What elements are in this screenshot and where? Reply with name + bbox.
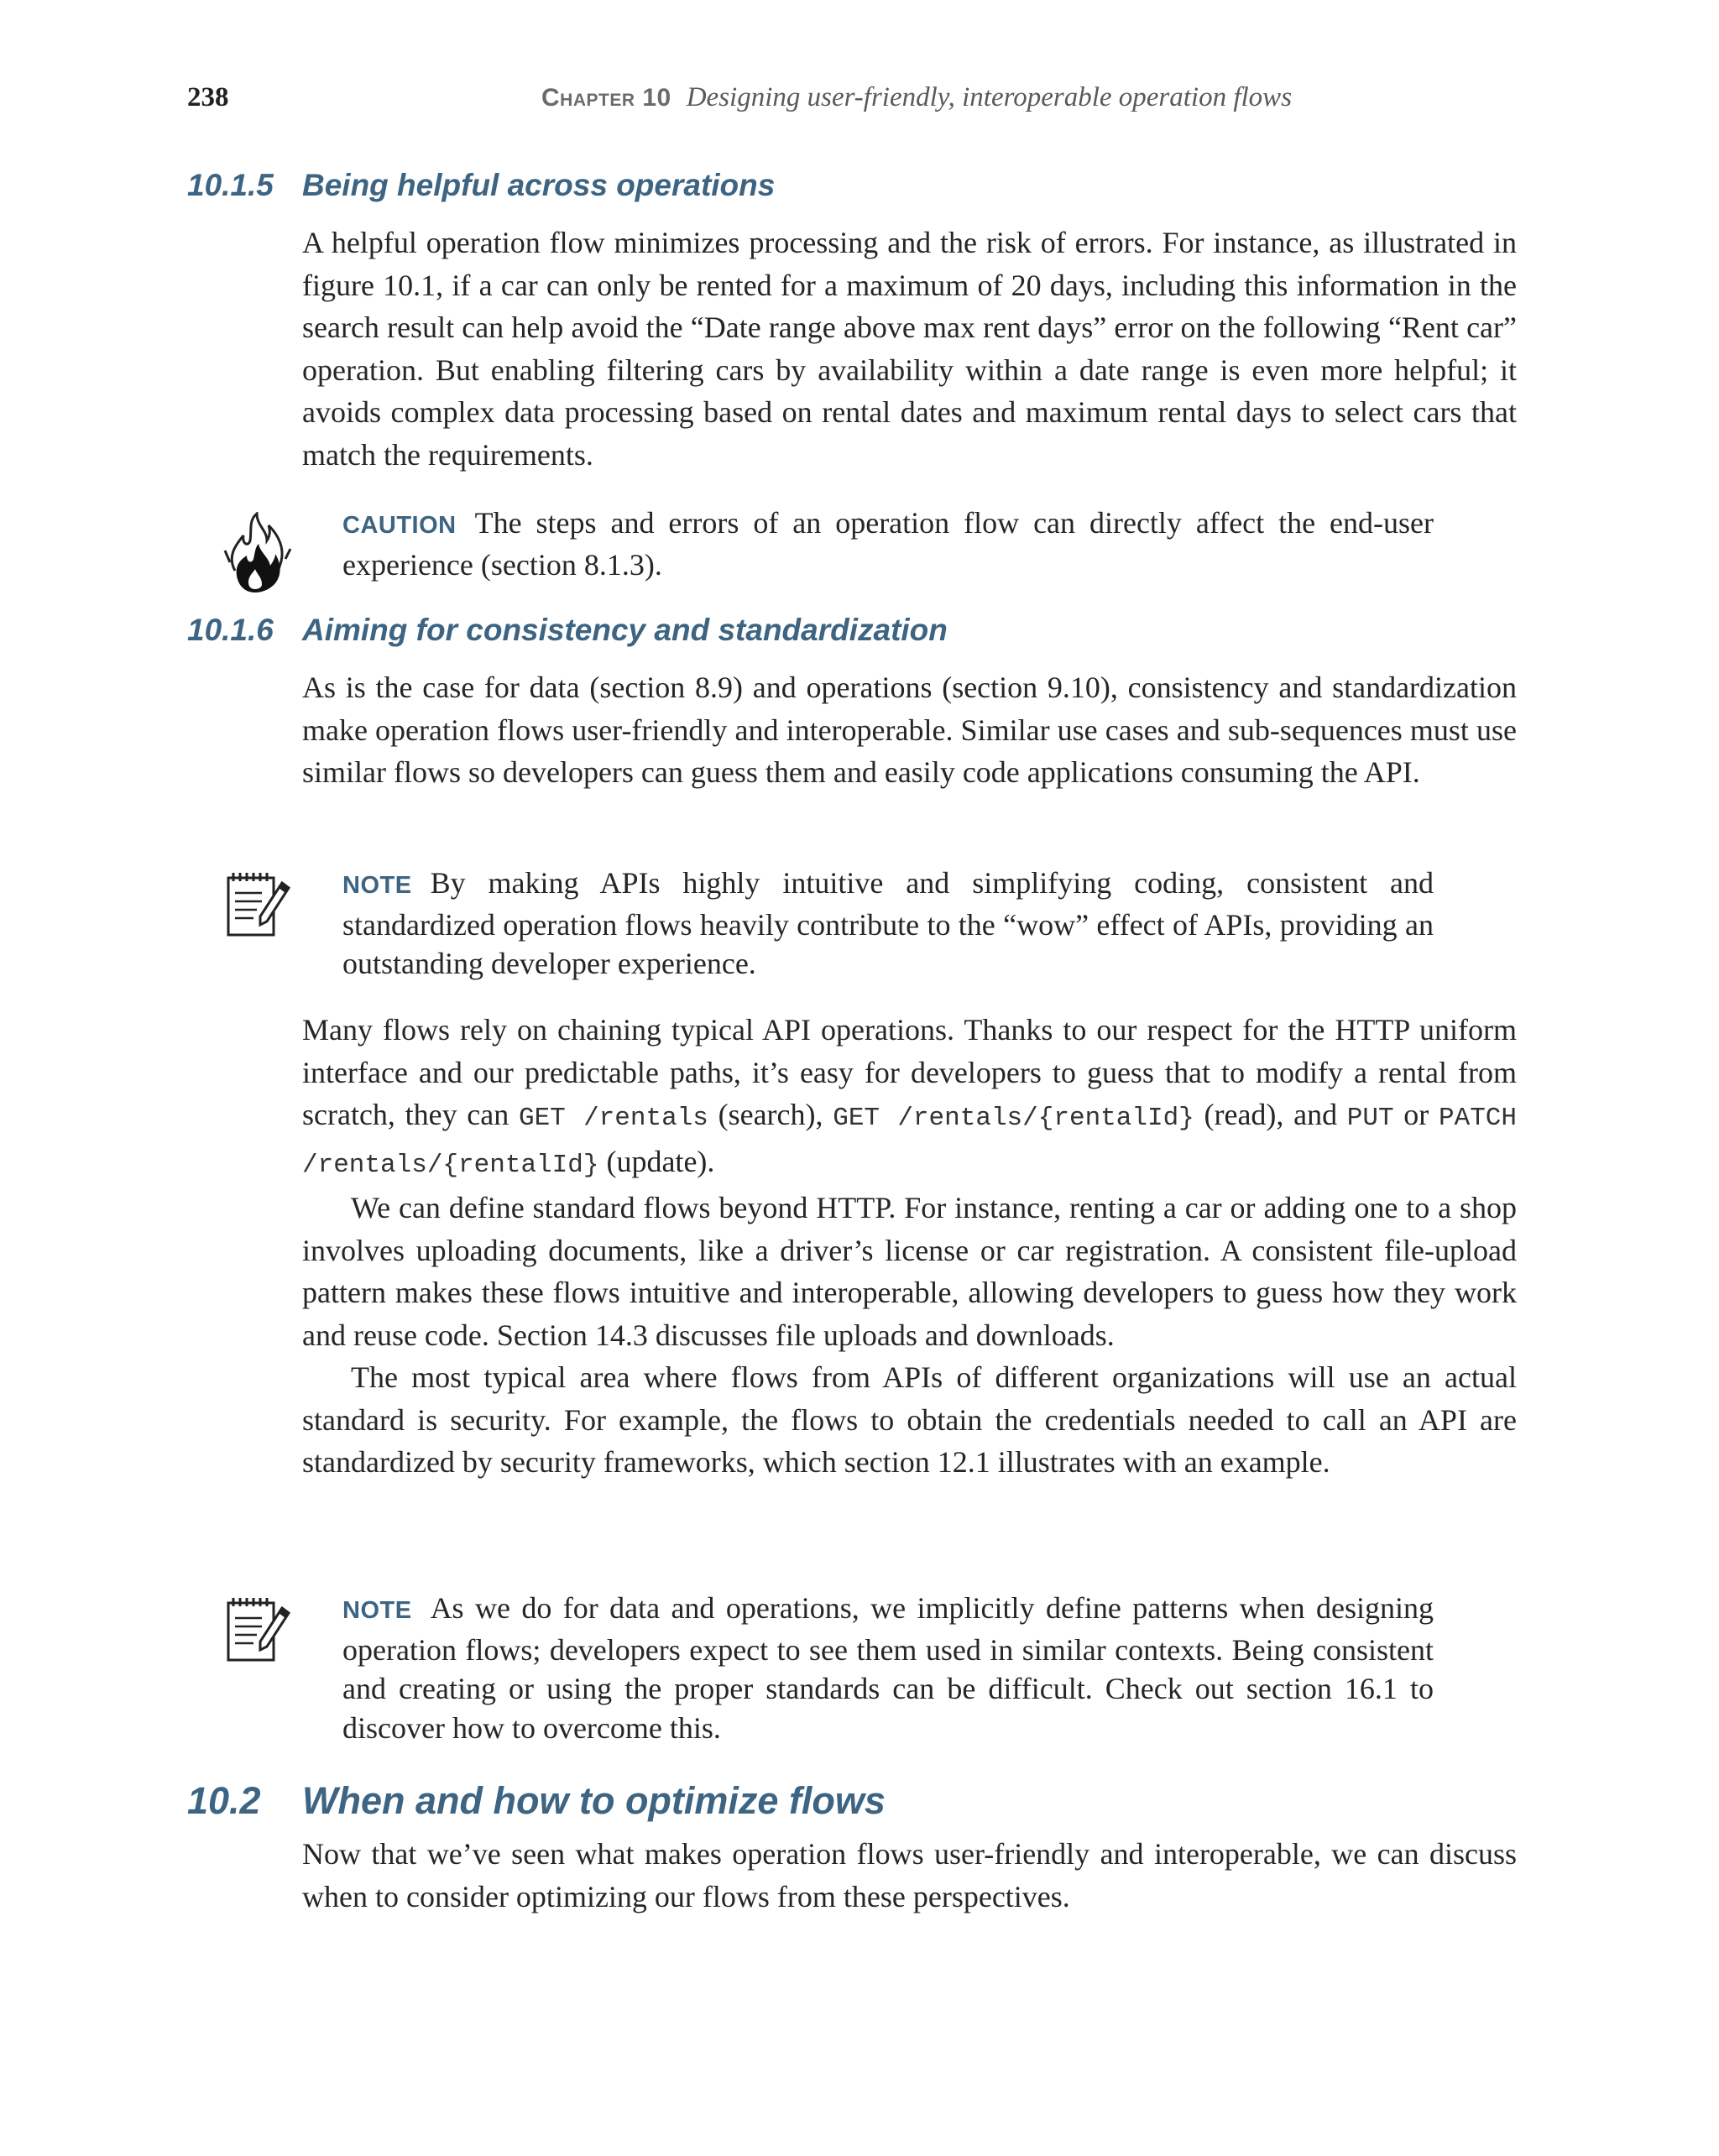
text-run: (read), and: [1194, 1098, 1347, 1131]
section-heading-10-1-6: [187, 613, 948, 648]
caution-flame-icon: [223, 512, 292, 596]
note-notepad-icon: [223, 1595, 292, 1678]
text-run: Many flows rely on chaining typical API operations. Thanks to our respect for the HTTP uniform interface and our predictable paths, it’s easy for developers to guess that to modify a rental from scratch, they can: [302, 1013, 1517, 1131]
paragraph-chaining: [302, 1009, 1517, 1187]
section-number: 10.1.5: [187, 168, 274, 202]
code-put: PUT: [1346, 1104, 1394, 1133]
paragraph-flows: [302, 1009, 1517, 1484]
note-text: By making APIs highly intuitive and simplifying coding, consistent and standardized operation flows heavily contribute to the “wow” effect of APIs, providing an outstanding developer experience.: [342, 866, 1434, 980]
section-number: 10.2: [187, 1779, 261, 1822]
note-callout-1: [342, 864, 1434, 984]
paragraph-consistency: [302, 666, 1517, 794]
note-notepad-icon: [223, 869, 292, 953]
paragraph-text: As is the case for data (section 8.9) and operations (section 9.10), consistency and standardization make operation flows user-friendly and interoperable. Similar use cases and sub-sequences must use similar flows so developers can guess them and easily code applications consuming the API.: [302, 671, 1517, 789]
section-heading-10-2: [187, 1779, 886, 1823]
chapter-label: Chapter 10: [541, 84, 671, 112]
paragraph-text: A helpful operation flow minimizes processing and the risk of errors. For instance, as illustrated in figure 10.1, if a car can only be rented for a maximum of 20 days, including this information in the search result can help avoid the “Date range above max rent days” error on the following “Rent car” operation. But enabling filtering cars by availability within a date range is even more helpful; it avoids complex data processing based on rental dates and maximum rental days to select cars that match the requirements.: [302, 226, 1517, 472]
caution-text: The steps and errors of an operation flow can directly affect the end-user experience (section 8.1.3).: [342, 506, 1434, 582]
caution-label: CAUTION: [342, 512, 457, 539]
paragraph-standard-flows: We can define standard flows beyond HTTP. For instance, renting a car or adding one to a shop involves uploading documents, like a driver’s license or car registration. A consistent file-upload pattern makes these flows intuitive and interoperable, allowing developers to guess how they work and reuse code. Section 14.3 discusses file uploads and downloads.: [302, 1191, 1517, 1352]
text-run: or: [1393, 1098, 1439, 1131]
paragraph-optimize: [302, 1833, 1517, 1918]
code-get-rental: GET /rentals/{rentalId}: [833, 1104, 1194, 1133]
paragraph-helpful-flow: [302, 222, 1517, 476]
caution-callout: [342, 504, 1434, 584]
section-title: When and how to optimize flows: [302, 1779, 886, 1822]
section-heading-10-1-5: [187, 168, 775, 203]
section-number: 10.1.6: [187, 613, 274, 647]
note-callout-2: [342, 1589, 1434, 1747]
text-run: (search),: [708, 1098, 833, 1131]
note-label: NOTE: [342, 872, 412, 899]
chapter-title: Designing user-friendly, interoperable operation flows: [686, 82, 1293, 112]
section-title: Being helpful across operations: [302, 168, 776, 202]
code-get-rentals: GET /rentals: [518, 1104, 708, 1133]
paragraph-text: Now that we’ve seen what makes operation flows user-friendly and interoperable, we can discuss when to consider optimizing our flows from these perspectives.: [302, 1837, 1517, 1913]
running-title: [541, 82, 1292, 113]
page-number: 238: [187, 82, 229, 112]
running-header: [0, 82, 1719, 124]
paragraph-security: The most typical area where flows from APIs of different organizations will use an actual standard is security. For example, the flows to obtain the credentials needed to call an API are standardized by security frameworks, which section 12.1 illustrates with an example.: [302, 1360, 1517, 1479]
code-patch-rental: PATCH /rentals/{rentalId}: [302, 1104, 1518, 1180]
section-title: Aiming for consistency and standardization: [302, 613, 948, 647]
text-run: (update).: [598, 1144, 715, 1178]
note-text: As we do for data and operations, we implicitly define patterns when designing operation flows; developers expect to see them used in similar contexts. Being consistent and creating or using the proper standards can be difficult. Check out section 16.1 to discover how to overcome this.: [342, 1591, 1434, 1745]
note-label: NOTE: [342, 1597, 412, 1624]
